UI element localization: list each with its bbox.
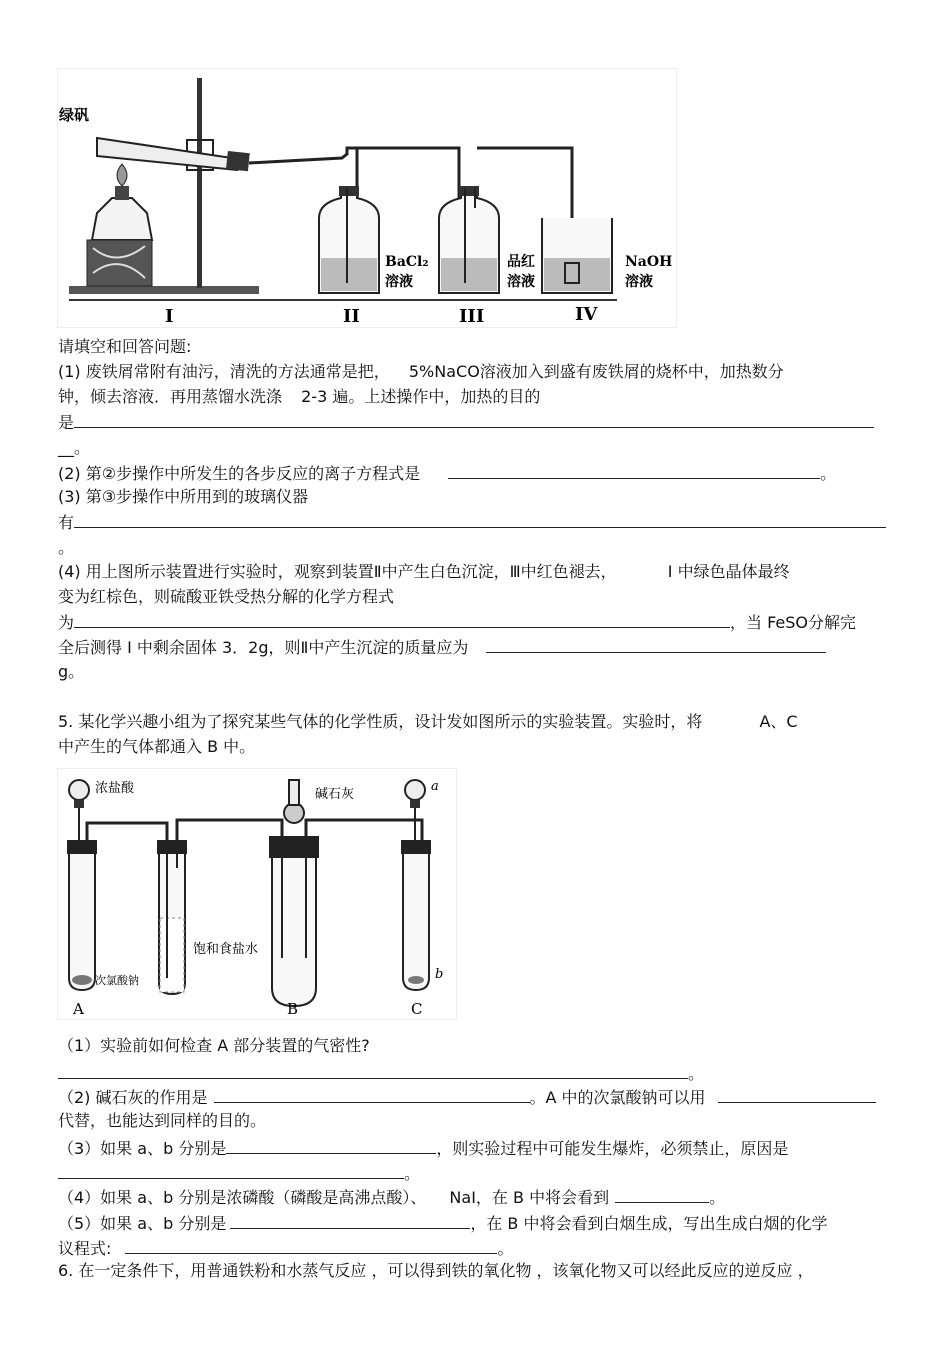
answer-blank-2[interactable] xyxy=(448,462,820,479)
q4-p3-b: 有 xyxy=(58,513,75,532)
label-roman-4: IV xyxy=(575,304,598,325)
q4-p3: (3) 第③步操作中所用到的玻璃仪器 xyxy=(58,487,309,506)
q5-s4-a: （4）如果 a、b 分别是浓磷酸（磷酸是高沸点酸）、 xyxy=(58,1188,427,1207)
q4-p4-b: Ⅰ 中绿色晶体最终 xyxy=(667,562,790,581)
answer-blank-7[interactable] xyxy=(214,1086,530,1103)
q5-intro-line1 xyxy=(58,712,798,732)
q4-p4-e: ，当 FeSO分解完 xyxy=(730,613,857,632)
q4-p1-line4 xyxy=(58,438,90,458)
q4-p4-c: 变为红棕色，则硫酸亚铁受热分解的化学方程式 xyxy=(58,587,395,606)
q4-p4-line2 xyxy=(58,587,394,607)
q5-s2-b: 。A 中的次氯酸钠可以用 xyxy=(529,1088,706,1107)
label-lv-fan: 绿矾 xyxy=(59,106,90,124)
q4-p1-d: 2-3 遍。上述操作中，加热的目的 xyxy=(301,387,541,406)
q4-p4-line3 xyxy=(58,611,856,633)
answer-blank-8[interactable] xyxy=(718,1086,876,1103)
q5-s5-end: 。 xyxy=(497,1239,514,1258)
q6-text: 6. 在一定条件下，用普通铁粉和水蒸气反应 ，可以得到铁的氧化物 ，该氧化物又可以经此反应的逆反应 ， xyxy=(58,1261,814,1280)
intro-text: 请填空和回答问题: xyxy=(58,337,192,356)
label-roman-2: II xyxy=(343,306,360,327)
label-bacl2-sol: 溶液 xyxy=(385,274,413,290)
q5-s1-end: 。 xyxy=(688,1064,705,1083)
q4-p1-f: __。 xyxy=(58,438,91,457)
label-a: a xyxy=(431,779,439,794)
q5-s3-end: 。 xyxy=(404,1164,421,1183)
q5-intro-b: A、C xyxy=(759,712,798,731)
q4-p2-end: 。 xyxy=(820,464,837,483)
q4-p3-line3 xyxy=(58,538,74,558)
q4-p3-c: 。 xyxy=(58,538,75,557)
q5-s3-b: ，则实验过程中可能发生爆炸，必须禁止，原因是 xyxy=(436,1139,789,1158)
figure-ferrous-sulfate-apparatus xyxy=(57,68,677,328)
label-bacl2: BaCl₂ xyxy=(385,254,429,270)
q5-intro-a: 5. 某化学兴趣小组为了探究某些气体的化学性质，设计发如图所示的实验装置。实验时，将 xyxy=(58,712,703,731)
q4-p4-a: (4) 用上图所示装置进行实验时，观察到装置Ⅱ中产生白色沉淀，Ⅲ中红色褪去， xyxy=(58,562,617,581)
q6-line xyxy=(58,1261,814,1281)
q4-p1-e: 是 xyxy=(58,413,75,432)
q5-s5-b: ，在 B 中将会看到白烟生成，写出生成白烟的化学 xyxy=(470,1214,828,1233)
q5-intro-line2 xyxy=(58,737,255,757)
label-soda-lime: 碱石灰 xyxy=(315,787,355,802)
label-roman-1: I xyxy=(165,306,174,327)
q5-s1-line xyxy=(58,1036,370,1056)
q5-s5-a: （5）如果 a、b 分别是 xyxy=(58,1214,227,1233)
q4-p4-line4 xyxy=(58,636,826,658)
q5-s1: （1）实验前如何检查 A 部分装置的气密性? xyxy=(58,1036,370,1055)
label-conc-hcl: 浓盐酸 xyxy=(95,781,135,796)
q5-s3-a: （3）如果 a、b 分别是 xyxy=(58,1139,227,1158)
label-naoh: NaOH xyxy=(625,254,673,270)
label-pinhong: 品红 xyxy=(507,254,535,270)
label-B: B xyxy=(287,1000,299,1018)
label-A: A xyxy=(73,1000,84,1018)
q5-s3-line1 xyxy=(58,1137,788,1159)
q5-s4-line xyxy=(58,1186,725,1208)
q4-p2: (2) 第②步操作中所发生的各步反应的离子方程式是 xyxy=(58,464,421,483)
q4-p1-line1 xyxy=(58,362,784,382)
q4-p1-line3 xyxy=(58,411,874,433)
answer-blank-1[interactable] xyxy=(74,411,874,428)
q5-s5-line2 xyxy=(58,1237,513,1259)
label-C: C xyxy=(411,1000,423,1018)
q4-p4-d: 为 xyxy=(58,613,75,632)
q5-s5-line1 xyxy=(58,1212,827,1234)
q4-p4-g: g。 xyxy=(58,662,85,681)
q5-s2-line2 xyxy=(58,1111,266,1131)
q5-intro-c: 中产生的气体都通入 B 中。 xyxy=(58,737,256,756)
label-roman-3: III xyxy=(459,306,485,327)
q4-p3-line1 xyxy=(58,487,308,507)
label-b: b xyxy=(435,967,444,982)
q5-s1-blank-line xyxy=(58,1062,704,1084)
answer-blank-11[interactable] xyxy=(615,1186,709,1203)
answer-blank-5[interactable] xyxy=(486,636,826,653)
q5-s3-line2 xyxy=(58,1162,420,1184)
q4-p2-line xyxy=(58,462,836,484)
answer-blank-4[interactable] xyxy=(74,611,730,628)
answer-blank-6[interactable] xyxy=(58,1062,688,1079)
q5-s4-b: NaI，在 B 中将会看到 xyxy=(449,1188,610,1207)
q4-p1-b: 5%NaCO溶液加入到盛有废铁屑的烧杯中，加热数分 xyxy=(408,362,784,381)
q5-s4-end: 。 xyxy=(709,1188,726,1207)
q4-p1-c: 钟，倾去溶液．再用蒸馏水洗涤 xyxy=(58,387,283,406)
label-sat-nacl: 饱和食盐水 xyxy=(193,942,259,957)
label-naclo: 次氯酸钠 xyxy=(95,974,139,987)
answer-blank-9[interactable] xyxy=(226,1137,436,1154)
q5-s2-c: 代替，也能达到同样的目的。 xyxy=(58,1111,267,1130)
q5-s2-a: （2) 碱石灰的作用是 xyxy=(58,1088,208,1107)
answer-blank-12[interactable] xyxy=(230,1212,470,1229)
label-pinhong-sol: 溶液 xyxy=(507,274,535,290)
q4-p4-line1 xyxy=(58,562,790,582)
answer-blank-10[interactable] xyxy=(58,1162,404,1179)
answer-blank-13[interactable] xyxy=(125,1237,497,1254)
q4-p1-a: (1) 废铁屑常附有油污，清洗的方法通常是把， xyxy=(58,362,390,381)
q4-p4-f: 全后测得 Ⅰ 中剩余固体 3．2g，则Ⅱ中产生沉淀的质量应为 xyxy=(58,638,469,657)
q5-s2-line1 xyxy=(58,1086,876,1108)
q4-p4-line5 xyxy=(58,662,84,682)
q4-p3-line2 xyxy=(58,511,886,533)
answer-blank-3[interactable] xyxy=(74,511,886,528)
q4-p1-line2 xyxy=(58,387,540,407)
intro-line xyxy=(58,337,191,357)
label-naoh-sol: 溶液 xyxy=(625,274,653,290)
figure-gas-apparatus xyxy=(57,768,457,1020)
q5-s5-c: 议程式: xyxy=(58,1239,112,1258)
